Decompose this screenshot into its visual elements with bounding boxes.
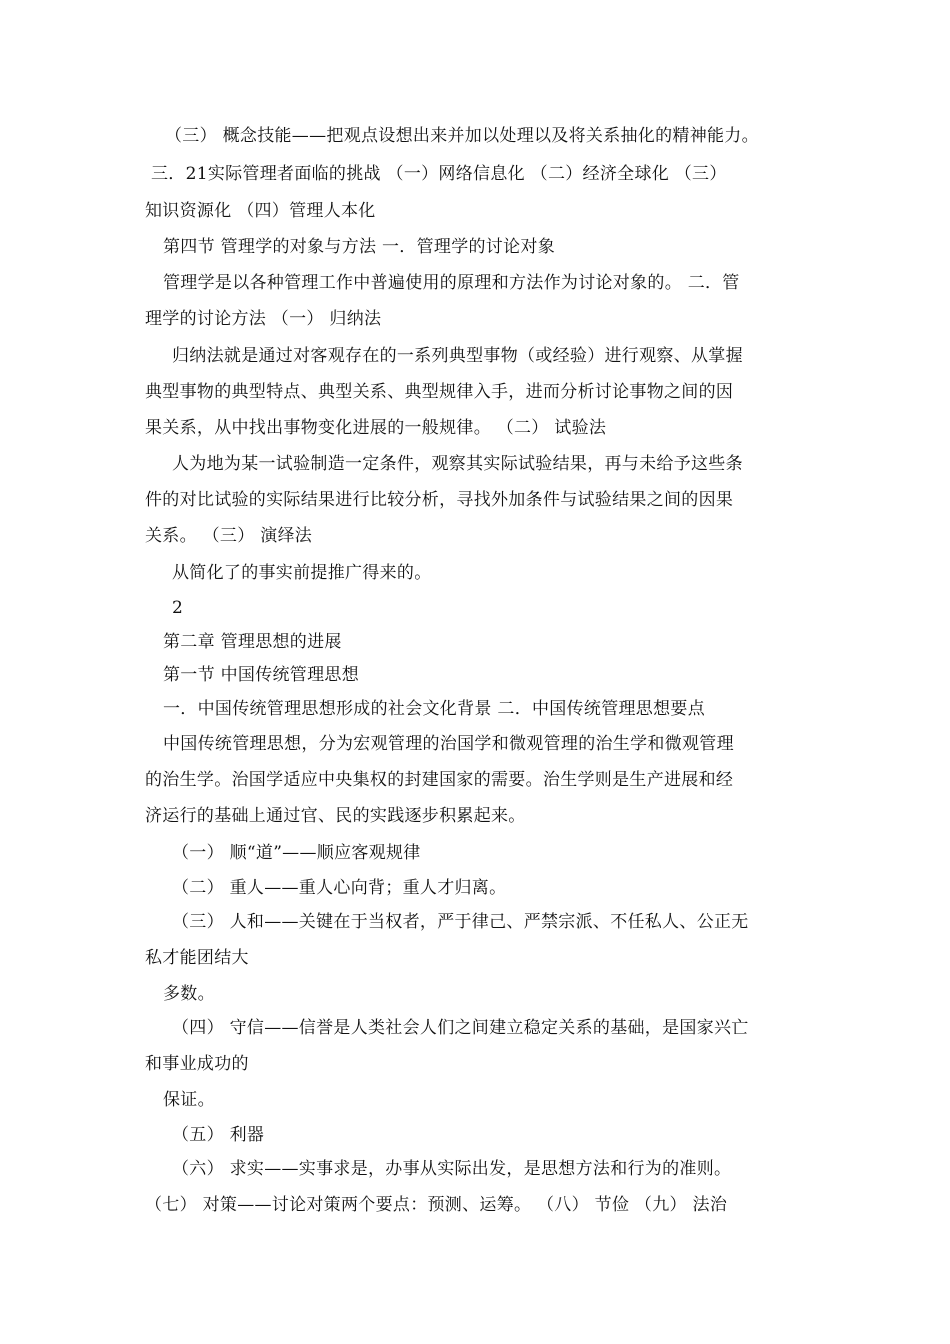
text-line: （四） 守信——信誉是人类社会人们之间建立稳定关系的基础，是国家兴亡 (172, 1018, 749, 1038)
text-line: 多数。 (163, 984, 215, 1004)
text-line: 私才能团结大 (145, 948, 249, 968)
text-line: （六） 求实——实事求是，办事从实际出发，是思想方法和行为的准则。 (172, 1159, 732, 1179)
text-line: 归纳法就是通过对客观存在的一系列典型事物（或经验）进行观察、从掌握 (172, 346, 743, 366)
chapter-heading: 第二章 管理思想的进展 (163, 632, 342, 652)
text-line: 一．中国传统管理思想形成的社会文化背景 二．中国传统管理思想要点 (163, 699, 706, 719)
text-line: 人为地为某一试验制造一定条件，观察其实际试验结果，再与未给予这些条 (172, 454, 743, 474)
text-line: （五） 利器 (172, 1125, 265, 1145)
text-line: （七） 对策——讨论对策两个要点：预测、运筹。 （八） 节俭 （九） 法治 (145, 1195, 728, 1215)
text-line: 关系。 （三） 演绎法 (145, 526, 313, 546)
text-line: （三） 人和——关键在于当权者，严于律己、严禁宗派、不任私人、公正无 (172, 912, 749, 932)
page-number: 2 (172, 598, 184, 618)
text-line: 果关系，从中找出事物变化进展的一般规律。 （二） 试验法 (145, 418, 607, 438)
section-heading: 第一节 中国传统管理思想 (163, 665, 360, 685)
text-line: （三） 概念技能——把观点设想出来并加以处理以及将关系抽化的精神能力。 (165, 126, 759, 146)
text-line: 三．21实际管理者面临的挑战 （一）网络信息化 （二）经济全球化 （三） (151, 164, 727, 184)
text-line: （二） 重人——重人心向背；重人才归离。 (172, 878, 507, 898)
text-line: 中国传统管理思想，分为宏观管理的治国学和微观管理的治生学和微观管理 (163, 734, 734, 754)
text-line: 和事业成功的 (145, 1054, 249, 1074)
text-line: 知识资源化 （四）管理人本化 (145, 201, 376, 221)
text-line: 件的对比试验的实际结果进行比较分析，寻找外加条件与试验结果之间的因果 (145, 490, 734, 510)
text-line: 的治生学。治国学适应中央集权的封建国家的需要。治生学则是生产进展和经 (145, 770, 734, 790)
text-line: 管理学是以各种管理工作中普遍使用的原理和方法作为讨论对象的。 二．管 (163, 273, 740, 293)
text-line: 从简化了的事实前提推广得来的。 (172, 563, 432, 583)
section-heading: 第四节 管理学的对象与方法 一．管理学的讨论对象 (163, 237, 556, 257)
text-line: 理学的讨论方法 （一） 归纳法 (145, 309, 382, 329)
text-line: 济运行的基础上通过官、民的实践逐步积累起来。 (145, 806, 526, 826)
text-line: 典型事物的典型特点、典型关系、典型规律入手，进而分析讨论事物之间的因 (145, 382, 734, 402)
text-line: （一） 顺“道”——顺应客观规律 (172, 843, 421, 863)
text-line: 保证。 (163, 1090, 215, 1110)
